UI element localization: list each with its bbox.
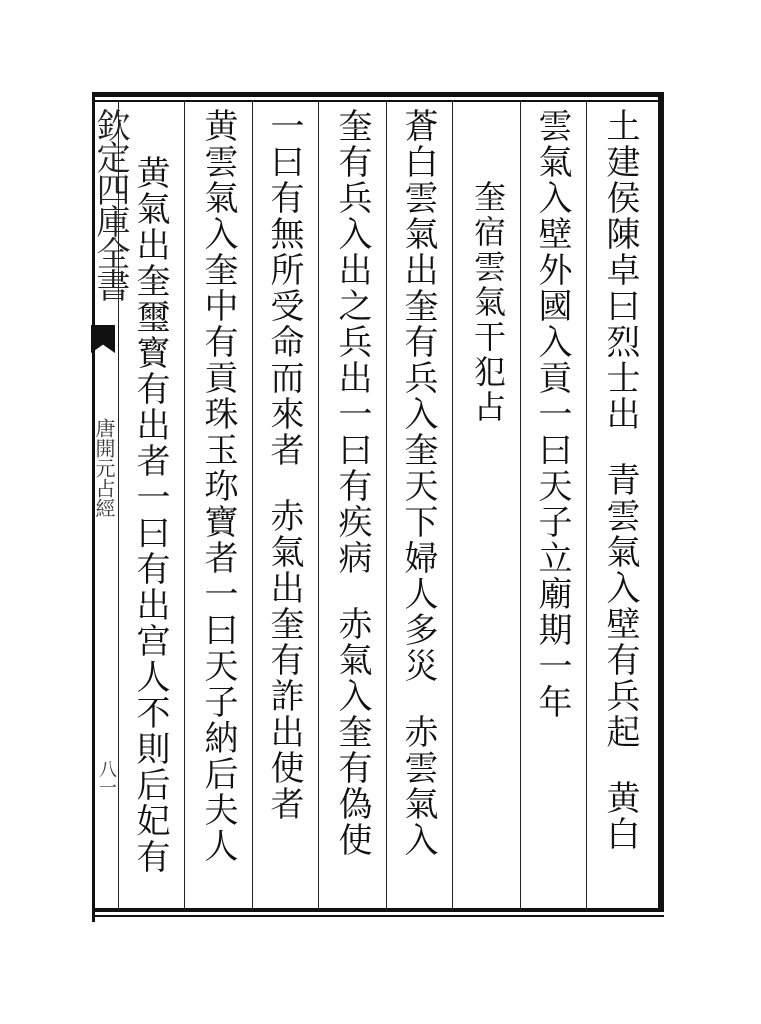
text-run: 赤氣出奎有詐出使者 xyxy=(264,498,304,822)
section-heading xyxy=(466,180,510,425)
text-run: 黄白 xyxy=(600,780,640,852)
frame-right-border xyxy=(658,92,664,910)
text-column-6 xyxy=(262,108,306,822)
column-rule xyxy=(252,100,253,910)
text-run: 青雲氣入壁有兵起 xyxy=(600,462,640,750)
book-title: 唐開元占經 xyxy=(92,418,116,518)
text-run: 雲氣入壁外國入貢一曰天子立廟期一年 xyxy=(532,108,572,720)
text-run: 赤氣入奎有偽使 xyxy=(332,606,372,858)
text-run: 黄氣出奎璽寳有出者一曰有出宫人不則后妃有 xyxy=(130,155,170,875)
text-column-8 xyxy=(128,155,172,875)
column-rule xyxy=(386,100,387,910)
text-column-5 xyxy=(330,108,374,858)
column-rule xyxy=(184,100,185,910)
column-rule xyxy=(452,100,453,910)
text-run: 蒼白雲氣出奎有兵入奎天下婦人多災 xyxy=(398,108,438,684)
frame-top-border xyxy=(92,92,664,97)
text-column-1 xyxy=(598,108,642,852)
column-rule xyxy=(520,100,521,910)
fish-tail-mark-icon xyxy=(91,325,115,353)
text-run: 土建侯陳卓曰烈士出 xyxy=(600,108,640,432)
frame-bottom-border xyxy=(92,908,664,912)
column-rule xyxy=(318,100,319,910)
frame-bottom-inner-border xyxy=(92,915,664,917)
page-number: 八一 xyxy=(96,760,117,796)
text-column-2 xyxy=(530,108,574,720)
text-run: 奎有兵入出之兵出一曰有疾病 xyxy=(332,108,372,576)
text-column-4 xyxy=(396,108,440,858)
text-column-7 xyxy=(196,108,240,864)
text-run: 一曰有無所受命而來者 xyxy=(264,108,304,468)
text-run: 赤雲氣入 xyxy=(398,714,438,858)
frame-top-inner-border xyxy=(92,100,664,102)
column-rule xyxy=(586,100,587,910)
collection-title: 欽定四庫全書 xyxy=(90,108,130,300)
text-run: 黄雲氣入奎中有貢珠玉珎寶者一曰天子納后夫人 xyxy=(198,108,238,864)
text-run: 奎宿雲氣干犯占 xyxy=(469,180,507,425)
